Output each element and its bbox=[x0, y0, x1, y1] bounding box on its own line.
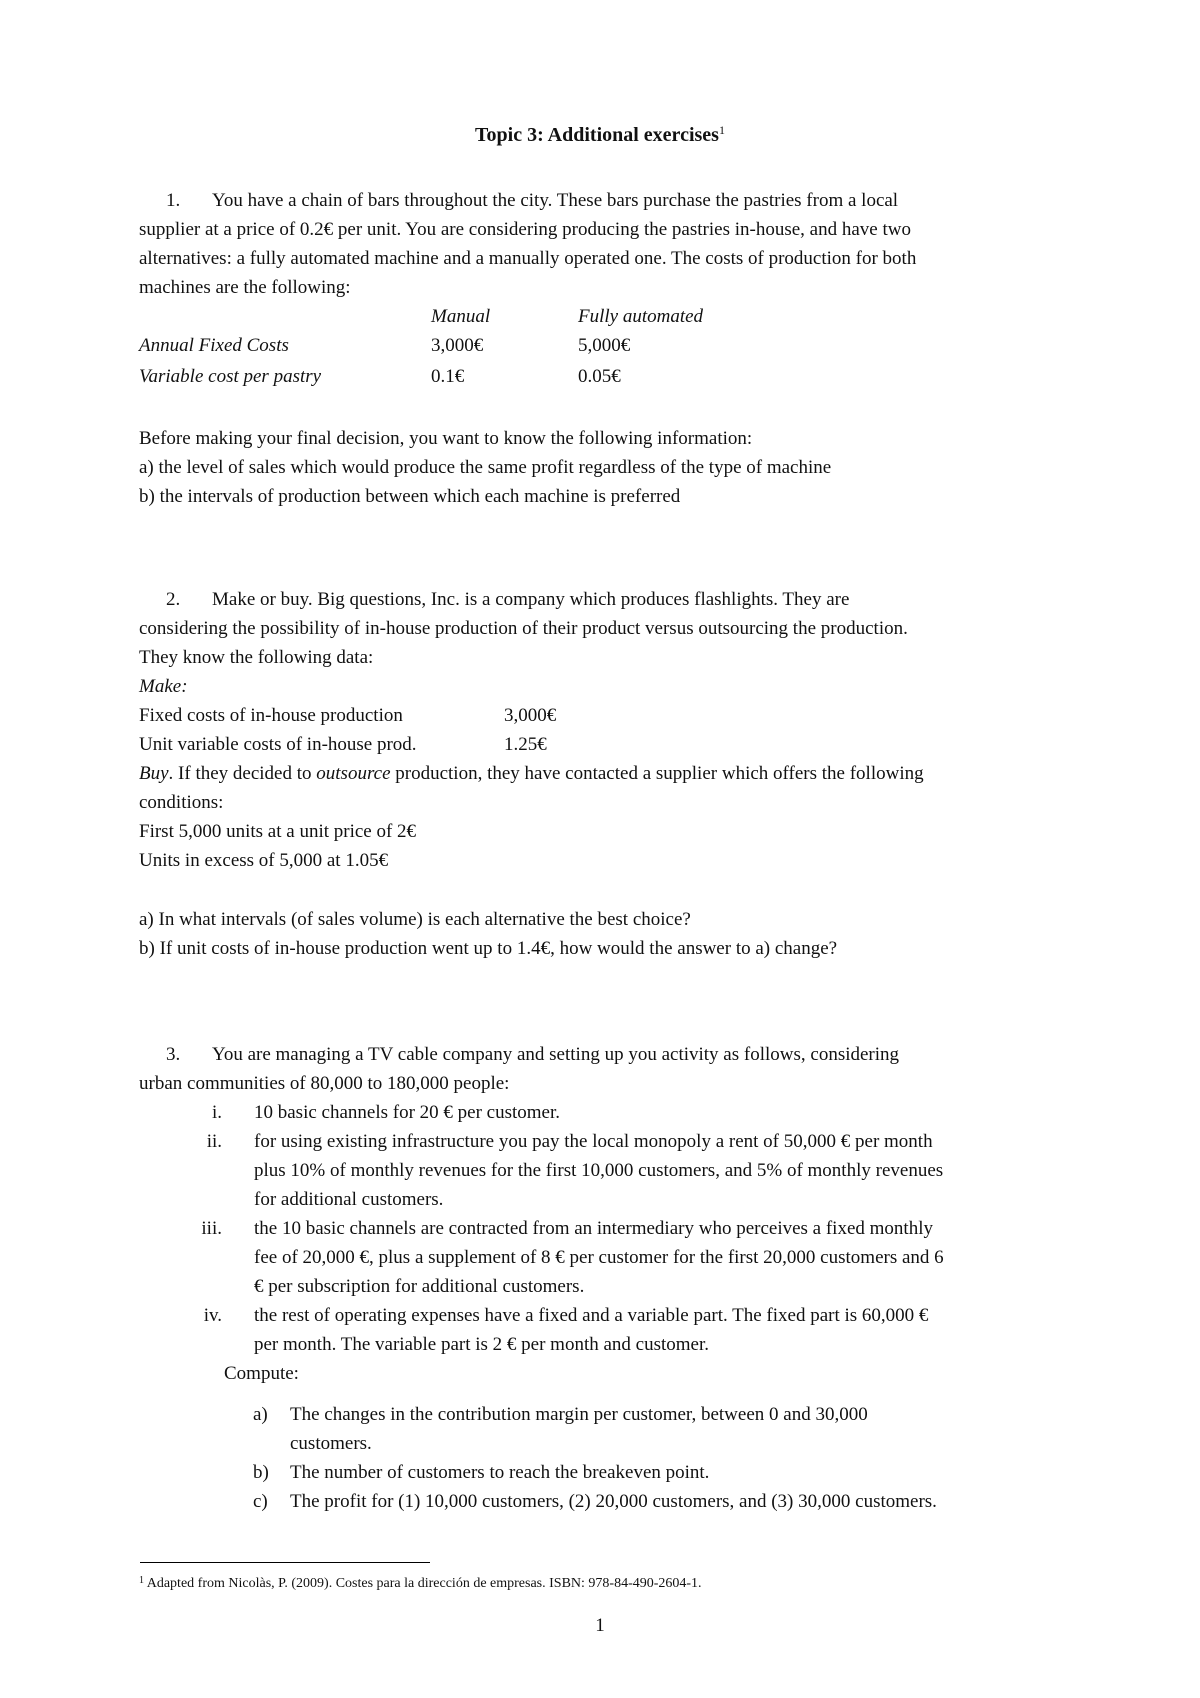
exercise-1-line: machines are the following: bbox=[139, 277, 351, 298]
sub-item-letter: b) bbox=[253, 1462, 269, 1483]
make-row-label: Fixed costs of in-house production bbox=[139, 705, 403, 726]
exercise-1-line: You have a chain of bars throughout the city. These bars purchase the pastries from a local bbox=[212, 190, 899, 211]
page-number: 1 bbox=[595, 1615, 605, 1636]
exercise-1-number: 1. bbox=[166, 190, 181, 211]
exercise-3-number: 3. bbox=[166, 1044, 181, 1065]
buy-condition: First 5,000 units at a unit price of 2€ bbox=[139, 821, 417, 842]
exercise-1-question: a) the level of sales which would produce the same profit regardless of the type of machine bbox=[139, 457, 832, 478]
exercise-3-line: urban communities of 80,000 to 180,000 people: bbox=[139, 1073, 510, 1094]
exercise-1-line: alternatives: a fully automated machine and a manually operated one. The costs of production for both bbox=[139, 248, 917, 269]
table-header-manual: Manual bbox=[431, 306, 491, 327]
make-label: Make: bbox=[139, 676, 188, 697]
exercise-1-question: b) the intervals of production between which each machine is preferred bbox=[139, 486, 681, 507]
table-cell-manual: 0.1€ bbox=[431, 366, 465, 387]
exercise-2-line: considering the possibility of in-house production of their product versus outsourcing the production. bbox=[139, 618, 908, 639]
list-item: for using existing infrastructure you pay the local monopoly a rent of 50,000 € per month bbox=[254, 1131, 933, 1152]
roman-numeral: iii. bbox=[201, 1218, 222, 1239]
compute-label: Compute: bbox=[224, 1363, 299, 1384]
exercise-2-line: Make or buy. Big questions, Inc. is a company which produces flashlights. They are bbox=[212, 589, 850, 610]
roman-numeral: ii. bbox=[206, 1131, 222, 1152]
list-item: per month. The variable part is 2 € per month and customer. bbox=[254, 1334, 710, 1355]
exercise-2-number: 2. bbox=[166, 589, 181, 610]
make-row-value: 1.25€ bbox=[504, 734, 547, 755]
sub-item: The changes in the contribution margin per customer, between 0 and 30,000 bbox=[290, 1404, 868, 1425]
page-title: Topic 3: Additional exercises$^1$ bbox=[475, 123, 725, 146]
footnote-ref: 1 bbox=[718, 123, 725, 137]
list-item: the rest of operating expenses have a fixed and a variable part. The fixed part is 60,000 € bbox=[254, 1305, 929, 1326]
list-item: 10 basic channels for 20 € per customer. bbox=[254, 1102, 561, 1123]
buy-label: Buy bbox=[139, 763, 169, 784]
table-header-automated: Fully automated bbox=[578, 306, 704, 327]
table-cell-automated: 5,000€ bbox=[578, 335, 631, 356]
sub-item: customers. bbox=[290, 1433, 372, 1454]
sub-item: The number of customers to reach the breakeven point. bbox=[290, 1462, 710, 1483]
sub-item-letter: c) bbox=[253, 1491, 268, 1512]
table-cell-manual: 3,000€ bbox=[431, 335, 484, 356]
buy-paragraph-cont: conditions: bbox=[139, 792, 224, 813]
list-item: fee of 20,000 €, plus a supplement of 8 € per customer for the first 20,000 customers and 6 bbox=[254, 1247, 944, 1268]
buy-condition: Units in excess of 5,000 at 1.05€ bbox=[139, 850, 389, 871]
exercise-1-line: supplier at a price of 0.2€ per unit. You are considering producing the pastries in-house, and have two bbox=[139, 219, 911, 240]
list-item: for additional customers. bbox=[254, 1189, 444, 1210]
sub-item-letter: a) bbox=[253, 1404, 268, 1425]
table-row-label: Variable cost per pastry bbox=[139, 366, 322, 387]
make-row-value: 3,000€ bbox=[504, 705, 557, 726]
exercise-2-line: They know the following data: bbox=[139, 647, 374, 668]
table-cell-automated: 0.05€ bbox=[578, 366, 621, 387]
roman-numeral: iv. bbox=[203, 1305, 222, 1326]
exercise-1-text: Before making your final decision, you want to know the following information: bbox=[139, 428, 753, 449]
roman-numeral: i. bbox=[211, 1102, 222, 1123]
sub-item: The profit for (1) 10,000 customers, (2) 20,000 customers, and (3) 30,000 customers. bbox=[290, 1491, 937, 1512]
exercise-2-question: b) If unit costs of in-house production went up to 1.4€, how would the answer to a) change? bbox=[139, 938, 838, 959]
exercise-3-line: You are managing a TV cable company and setting up you activity as follows, considering bbox=[212, 1044, 900, 1065]
buy-paragraph: Buy. If they decided to outsource production, they have contacted a supplier which offers the following bbox=[139, 763, 924, 784]
footnote: $^1$ Adapted from Nicolàs, P. (2009). Costes para la dirección de empresas. ISBN: 978-84-490-2604-1. bbox=[139, 1575, 702, 1591]
table-row-label: Annual Fixed Costs bbox=[139, 335, 289, 356]
list-item: the 10 basic channels are contracted from an intermediary who perceives a fixed monthly bbox=[254, 1218, 933, 1239]
footnote-divider bbox=[140, 1562, 430, 1563]
exercise-2-question: a) In what intervals (of sales volume) is each alternative the best choice? bbox=[139, 909, 691, 930]
list-item: plus 10% of monthly revenues for the first 10,000 customers, and 5% of monthly revenues bbox=[254, 1160, 944, 1181]
outsource-emphasis: outsource bbox=[316, 763, 391, 784]
list-item: € per subscription for additional customers. bbox=[254, 1276, 585, 1297]
make-row-label: Unit variable costs of in-house prod. bbox=[139, 734, 417, 755]
